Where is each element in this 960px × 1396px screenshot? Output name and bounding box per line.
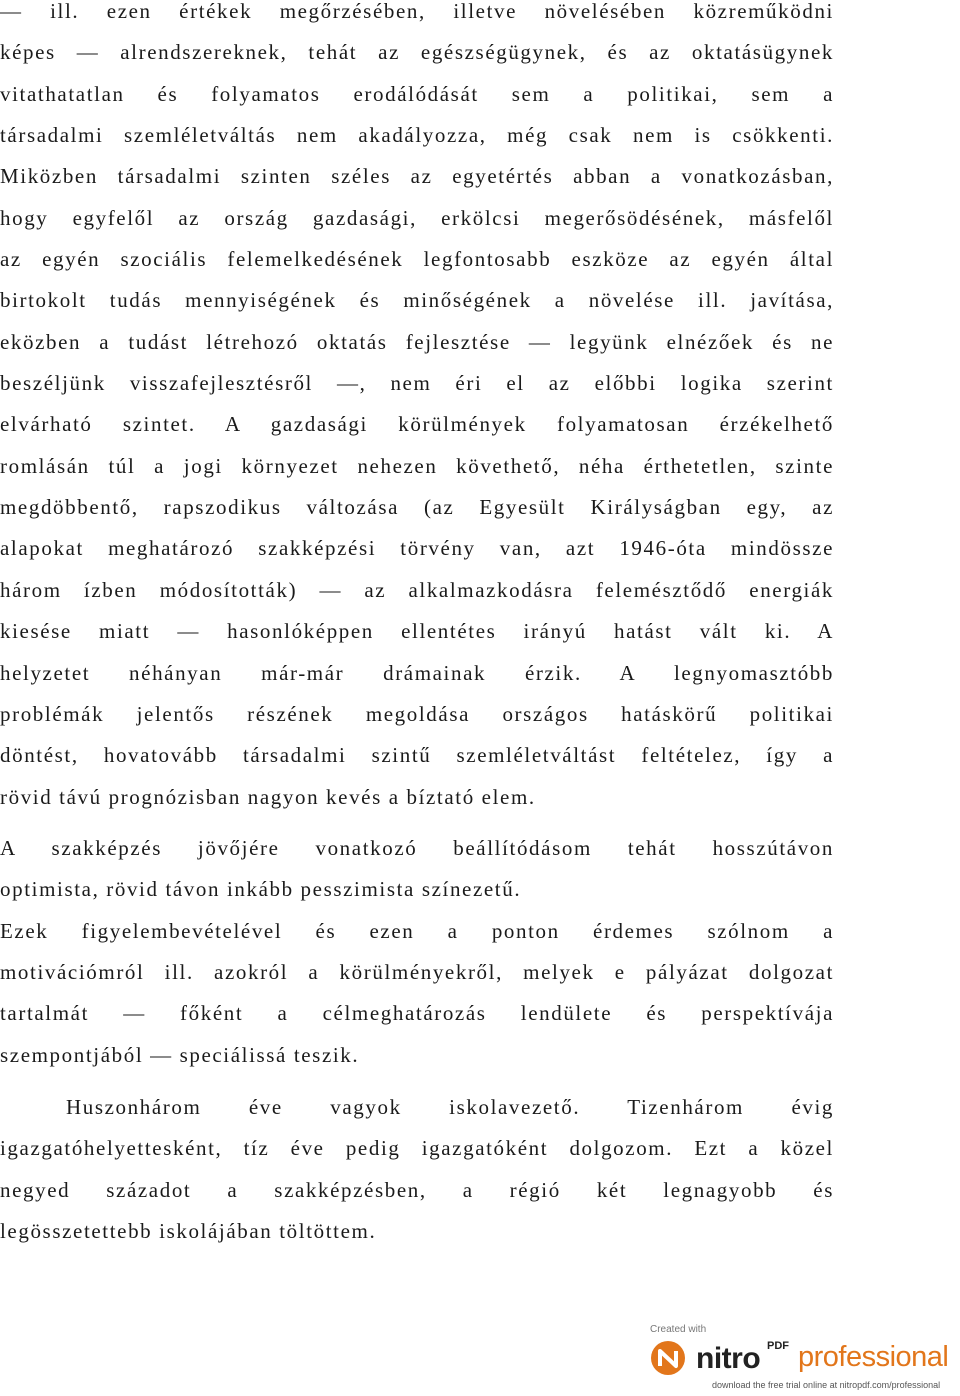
text-line: helyzetet néhányan már-már drámainak érzik. A legnyomasztóbb: [0, 660, 834, 685]
watermark-brand: nitro: [696, 1342, 761, 1375]
text-line: problémák jelentős részének megoldása országos hatáskörű politikai: [0, 701, 834, 726]
text-line: döntést, hovatovább társadalmi szintű szemléletváltást feltételez, így a: [0, 743, 834, 768]
text-line: birtokolt tudás mennyiségének és minőségének a növelése ill. javítása,: [0, 288, 834, 313]
text-line: megdöbbentő, rapszodikus változása (az Egyesült Királyságban egy, az: [0, 495, 834, 520]
text-line: motivációmról ill. azokról a körülményekről, melyek e pályázat dolgozat: [0, 960, 834, 985]
watermark-brand-superscript: PDF: [767, 1340, 789, 1352]
paragraph-3: [0, 1087, 834, 1252]
text-line: negyed századot a szakképzésben, a régió két legnagyobb és: [0, 1177, 834, 1202]
text-line: Huszonhárom éve vagyok iskolavezető. Tizenhárom évig: [66, 1095, 834, 1119]
text-line: igazgatóhelyettesként, tíz éve pedig igazgatóként dolgozom. Ezt a közel: [0, 1136, 834, 1161]
text-line: eközben a tudást létrehozó oktatás fejlesztése — legyünk elnézőek és ne: [0, 329, 834, 354]
text-line: Ezek figyelembevételével és ezen a ponton érdemes szólnom a: [0, 918, 834, 943]
text-line: — ill. ezen értékek megőrzésében, illetve növelésében közreműködni: [0, 0, 834, 23]
text-line: hogy egyfelől az ország gazdasági, erkölcsi megerősödésének, másfelől: [0, 205, 834, 230]
paragraph-2: [0, 828, 834, 1076]
text-line: szempontjából — speciálissá teszik.: [0, 1042, 360, 1067]
text-line: beszéljünk visszafejlesztésről —, nem éri el az előbbi logika szerint: [0, 371, 834, 396]
text-line: társadalmi szemléletváltás nem akadályozza, még csak nem is csökkenti.: [0, 123, 834, 148]
watermark-download-text: download the free trial online at nitropdf.com/professional: [712, 1380, 941, 1390]
text-line: képes — alrendszereknek, tehát az egészségügynek, és az oktatásügynek: [0, 40, 834, 65]
watermark-created-with: Created with: [650, 1324, 707, 1335]
text-line: három ízben módosították) — az alkalmazkodásra felemésztődő energiák: [0, 577, 834, 602]
text-line: alapokat meghatározó szakképzési törvény van, azt 1946-óta mindössze: [0, 536, 834, 561]
text-line: kiesése miatt — hasonlóképpen ellentétes irányú hatást vált ki. A: [0, 619, 834, 644]
text-line: rövid távú prognózisban nagyon kevés a bíztató elem.: [0, 784, 536, 809]
text-line: tartalmát — főként a célmeghatározás lendülete és perspektívája: [0, 1001, 834, 1026]
text-line: Miközben társadalmi szinten széles az egyetértés abban a vonatkozásban,: [0, 164, 834, 189]
text-line: legösszetettebb iskolájában töltöttem.: [0, 1219, 377, 1244]
text-line: A szakképzés jövőjére vonatkozó beállítódásom tehát hosszútávon: [0, 836, 834, 860]
text-line: optimista, rövid távon inkább pesszimista színezetű.: [0, 877, 522, 902]
text-line: romlásán túl a jogi környezet nehezen követhető, néha érthetetlen, szinte: [0, 453, 834, 478]
watermark-edition: professional: [798, 1341, 949, 1373]
nitro-pdf-watermark: [648, 1322, 958, 1394]
nitro-logo-icon: [648, 1338, 688, 1378]
text-line: az egyén szociális felemelkedésének legfontosabb eszköze az egyén által: [0, 247, 834, 272]
text-line: elvárható szintet. A gazdasági körülmények folyamatosan érzékelhető: [0, 412, 834, 437]
text-line: vitathatatlan és folyamatos erodálódását sem a politikai, sem a: [0, 81, 834, 106]
